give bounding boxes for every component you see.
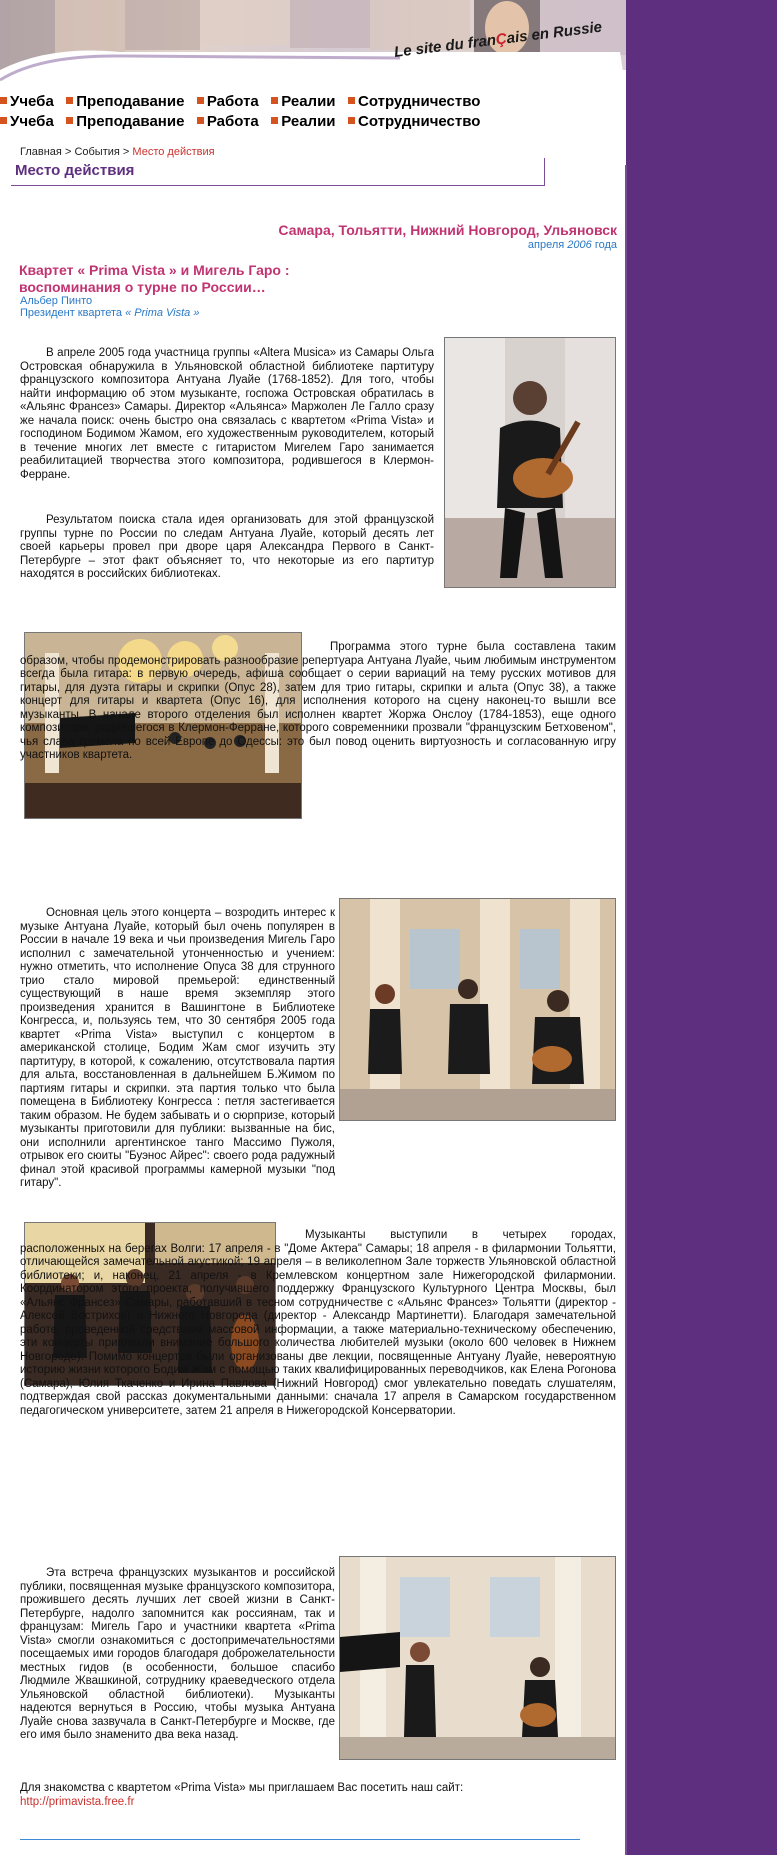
menu-item-work[interactable]: Работа [197,113,259,130]
bullet-icon [271,97,278,104]
main-menu-duplicate [0,113,488,133]
paragraph-1: В апреле 2005 года участница группы «Altera Musica» из Самары Ольга Островская обнаружила в Ульяновской областной библиотеке партитуру французского композитора Антуана Луайе (1768-1852). Для того, чтобы найти информацию об этом музыканте, госпожа Островская обратилась в «Альянс Франсез» Самары. Директор «Альянса» Маржолен Ле Галло сразу же начала поиск: очень быстро она связалась с квартетом «Prima Vista» и господином Бодимом Жамом, его художественным руководителем, который в течение многих лет вместе с гитаристом Мигелем Гаро занимается реабилитацией творчества этого композитора, родившегося в Клермон-Ферране. [20,347,434,481]
paragraph-4-text: Основная цель этого концерта – возродить интерес к музыке Антуана Луайе, который был очень популярен в России в начале 19 века и чьи произведения Мигель Гаро исполнил с замечательной утонченностью и учением: нужно отметить, что исполнение Опуса 38 для струнного трио стало мировой премьерой: единственный существующий в наше время экземпляр этого произведения хранится в Вашингтоне в Библиотеке Конгресса, и, пользуясь тем, что 30 сентября 2005 года квартет «Prima Vista» выступил с концертом в американской столице, Бодим Жам смог изучить эту партитуру, в которой, к сожалению, отсутствовала партия для альта, восстановленная в дальнейшем Б.Жимом по партиям гитары и скрипки. эта партия только что была помещена в Библиотеку Конгресса : петля застегивается таким образом. Не будем забывать и о сюрпризе, который музыканты приготовили для публики: вызванные на бис, они исполнили аргентинское танго Массимо Пужоля, отрывок его сюиты "Буэнос Айрес": своего рода радужный финал этой красивой программы камерной музыки "под гитару". [20,907,335,1189]
logo-text-2: ais en Russie [505,18,603,48]
breadcrumb-separator: > [122,146,130,158]
menu-item-study[interactable]: Учеба [0,113,54,130]
menu-item-cooperation[interactable]: Сотрудничество [348,93,480,110]
menu-item-cooperation[interactable]: Сотрудничество [348,113,480,130]
footer-site-link[interactable]: http://primavista.free.fr [20,1796,135,1808]
article-date: апреля 2006 года [527,239,617,251]
article-cities: Самара, Тольятти, Нижний Новгород, Ульяновск [278,222,617,238]
breadcrumb-current: Место действия [132,146,215,158]
bullet-icon [0,97,7,104]
purple-sidebar [626,70,777,1855]
main-menu [0,93,488,113]
footer-rule [20,1839,580,1840]
article-title: Квартет « Prima Vista » и Мигель Гаро : воспоминания о турне по России… [19,262,290,295]
bullet-icon [66,97,73,104]
breadcrumb-events[interactable]: События [74,146,120,158]
menu-item-realia[interactable]: Реалии [271,93,335,110]
menu-item-teaching[interactable]: Преподавание [66,113,184,130]
footer-invitation: Для знакомства с квартетом «Prima Vista» мы приглашаем Вас посетить наш сайт: [20,1782,464,1794]
logo-text-c: Ç [494,30,508,49]
paragraph-2: Результатом поиска стала идея организовать для этой французской группы турне по России по следам Антуана Луайе, который десять лет своей карьеры провел при дворе царя Александра Первого в Санкт-Петербурге – этот факт объясняет то, что некоторые из его партитур находятся в российских библиотеках. [20,514,434,580]
paragraph-6: Эта встреча французских музыкантов и российской публики, посвященная музыке французского композитора, прожившего десять лучших лет своей жизни в Санкт-Петербурге, надолго запомнится как россиянам, так и французам: Мигель Гаро и участники квартета «Prima Vista» смогли ознакомиться с достопримечательностями посещаемых ими городов благодаря доброжелательности местных гидов (в особенности, большое спасибо Людмиле Жвашкиной, сотруднику краеведческого отдела Ульяновской областной библиотеки). Музыканты надеются вернуться в Россию, чтобы музыка Антуана Луайе снова зазвучала в Санкт-Петербурге и Москве, где его имя было знаменито два века назад. [20,1567,335,1741]
bullet-icon [197,117,204,124]
menu-item-realia[interactable]: Реалии [271,113,335,130]
paragraph-3: Программа этого турне была составлена таким образом, чтобы продемонстрировать разнообразие репертуара Антуана Луайе, чьим любимым инструментом всегда была гитара: в первую очередь, афиша сообщает о серии вариаций на тему русских мотивов для гитары, для дуэта гитары и скрипки (Опус 28), затем для трио гитары, скрипки и альта (Опус 38), а также концерт для гитары и квартета (Опус 16), для исполнения которого на сцену наконец-то вышли все музыканты. В начале второго отделения был исполнен квартет Жоржа Онслоу (1784-1853), еще одного композитора, родившегося в Клермон-Ферране, которого современники прозвали "французским Бетховеном", чья слава гремела по всей Европе до Одессы: это был повод оценить виртуозность и согласованную игру участников квартета. [20,641,616,761]
paragraph-5: Музыканты выступили в четырех городах, расположенных на берегах Волги: 17 апреля - в "Доме Актера" Самары; 18 апреля - в филармонии Тольятти, отличающейся замечательной акустикой; 19 апреля – в великолепном Зале торжеств Ульяновской областной библиотеки; и, наконец, 21 апреля - в Кремлевском концертном зале Нижегородской филармонии. Координатором этого проекта, получившего поддержку Французского Культурного Центра Москвы, был «Альянс Франсез» Самары, работавший в тесном сотрудничестве с «Альянс Франсез» Тольятти (директор - Алексей Вострихов) и Нижнего Новгорода (директор - Александр Мартинетти). Благодаря замечательной работе, проведенной средствами массовой информации, а также материально-техническому обеспечению, эти концерты привлекли внимание большого количества любителей музыки (около 600 человек в Нижнем Новгороде). Помимо концертов были организованы две лекции, посвященные Антуану Луайе, невероятную историю жизни которого Бодим Жам с помощью таких квалифицированных переводчиков, как Елена Рогонова (Самара), Юлия Ткаченко и Ирина Павлова (Нижний Новгород) смог увлекательно поведать слушателям, подтверждая свой рассказ документальными данными: сначала 17 апреля в Самарском государственном педагогическом университете, затем 21 апреля в Нижегородской Консерватории. [20,1229,616,1417]
breadcrumb-separator: > [64,146,72,158]
bullet-icon [271,117,278,124]
menu-item-teaching[interactable]: Преподавание [66,93,184,110]
content-right-border [625,165,627,1855]
breadcrumb [20,146,215,158]
bullet-icon [66,117,73,124]
menu-item-study[interactable]: Учеба [0,93,54,110]
menu-item-work[interactable]: Работа [197,93,259,110]
bullet-icon [348,97,355,104]
section-title: Место действия [15,162,135,179]
bullet-icon [0,117,7,124]
logo-text-1: Le site du fran [393,31,498,61]
photo-duo [339,1556,616,1760]
author-name: Альбер Пинто [20,295,93,307]
photo-guitarist [444,337,616,588]
bullet-icon [348,117,355,124]
author-role: Президент квартета « Prima Vista » [20,307,200,319]
breadcrumb-home[interactable]: Главная [20,146,62,158]
paragraph-4 [20,907,616,1191]
bullet-icon [197,97,204,104]
